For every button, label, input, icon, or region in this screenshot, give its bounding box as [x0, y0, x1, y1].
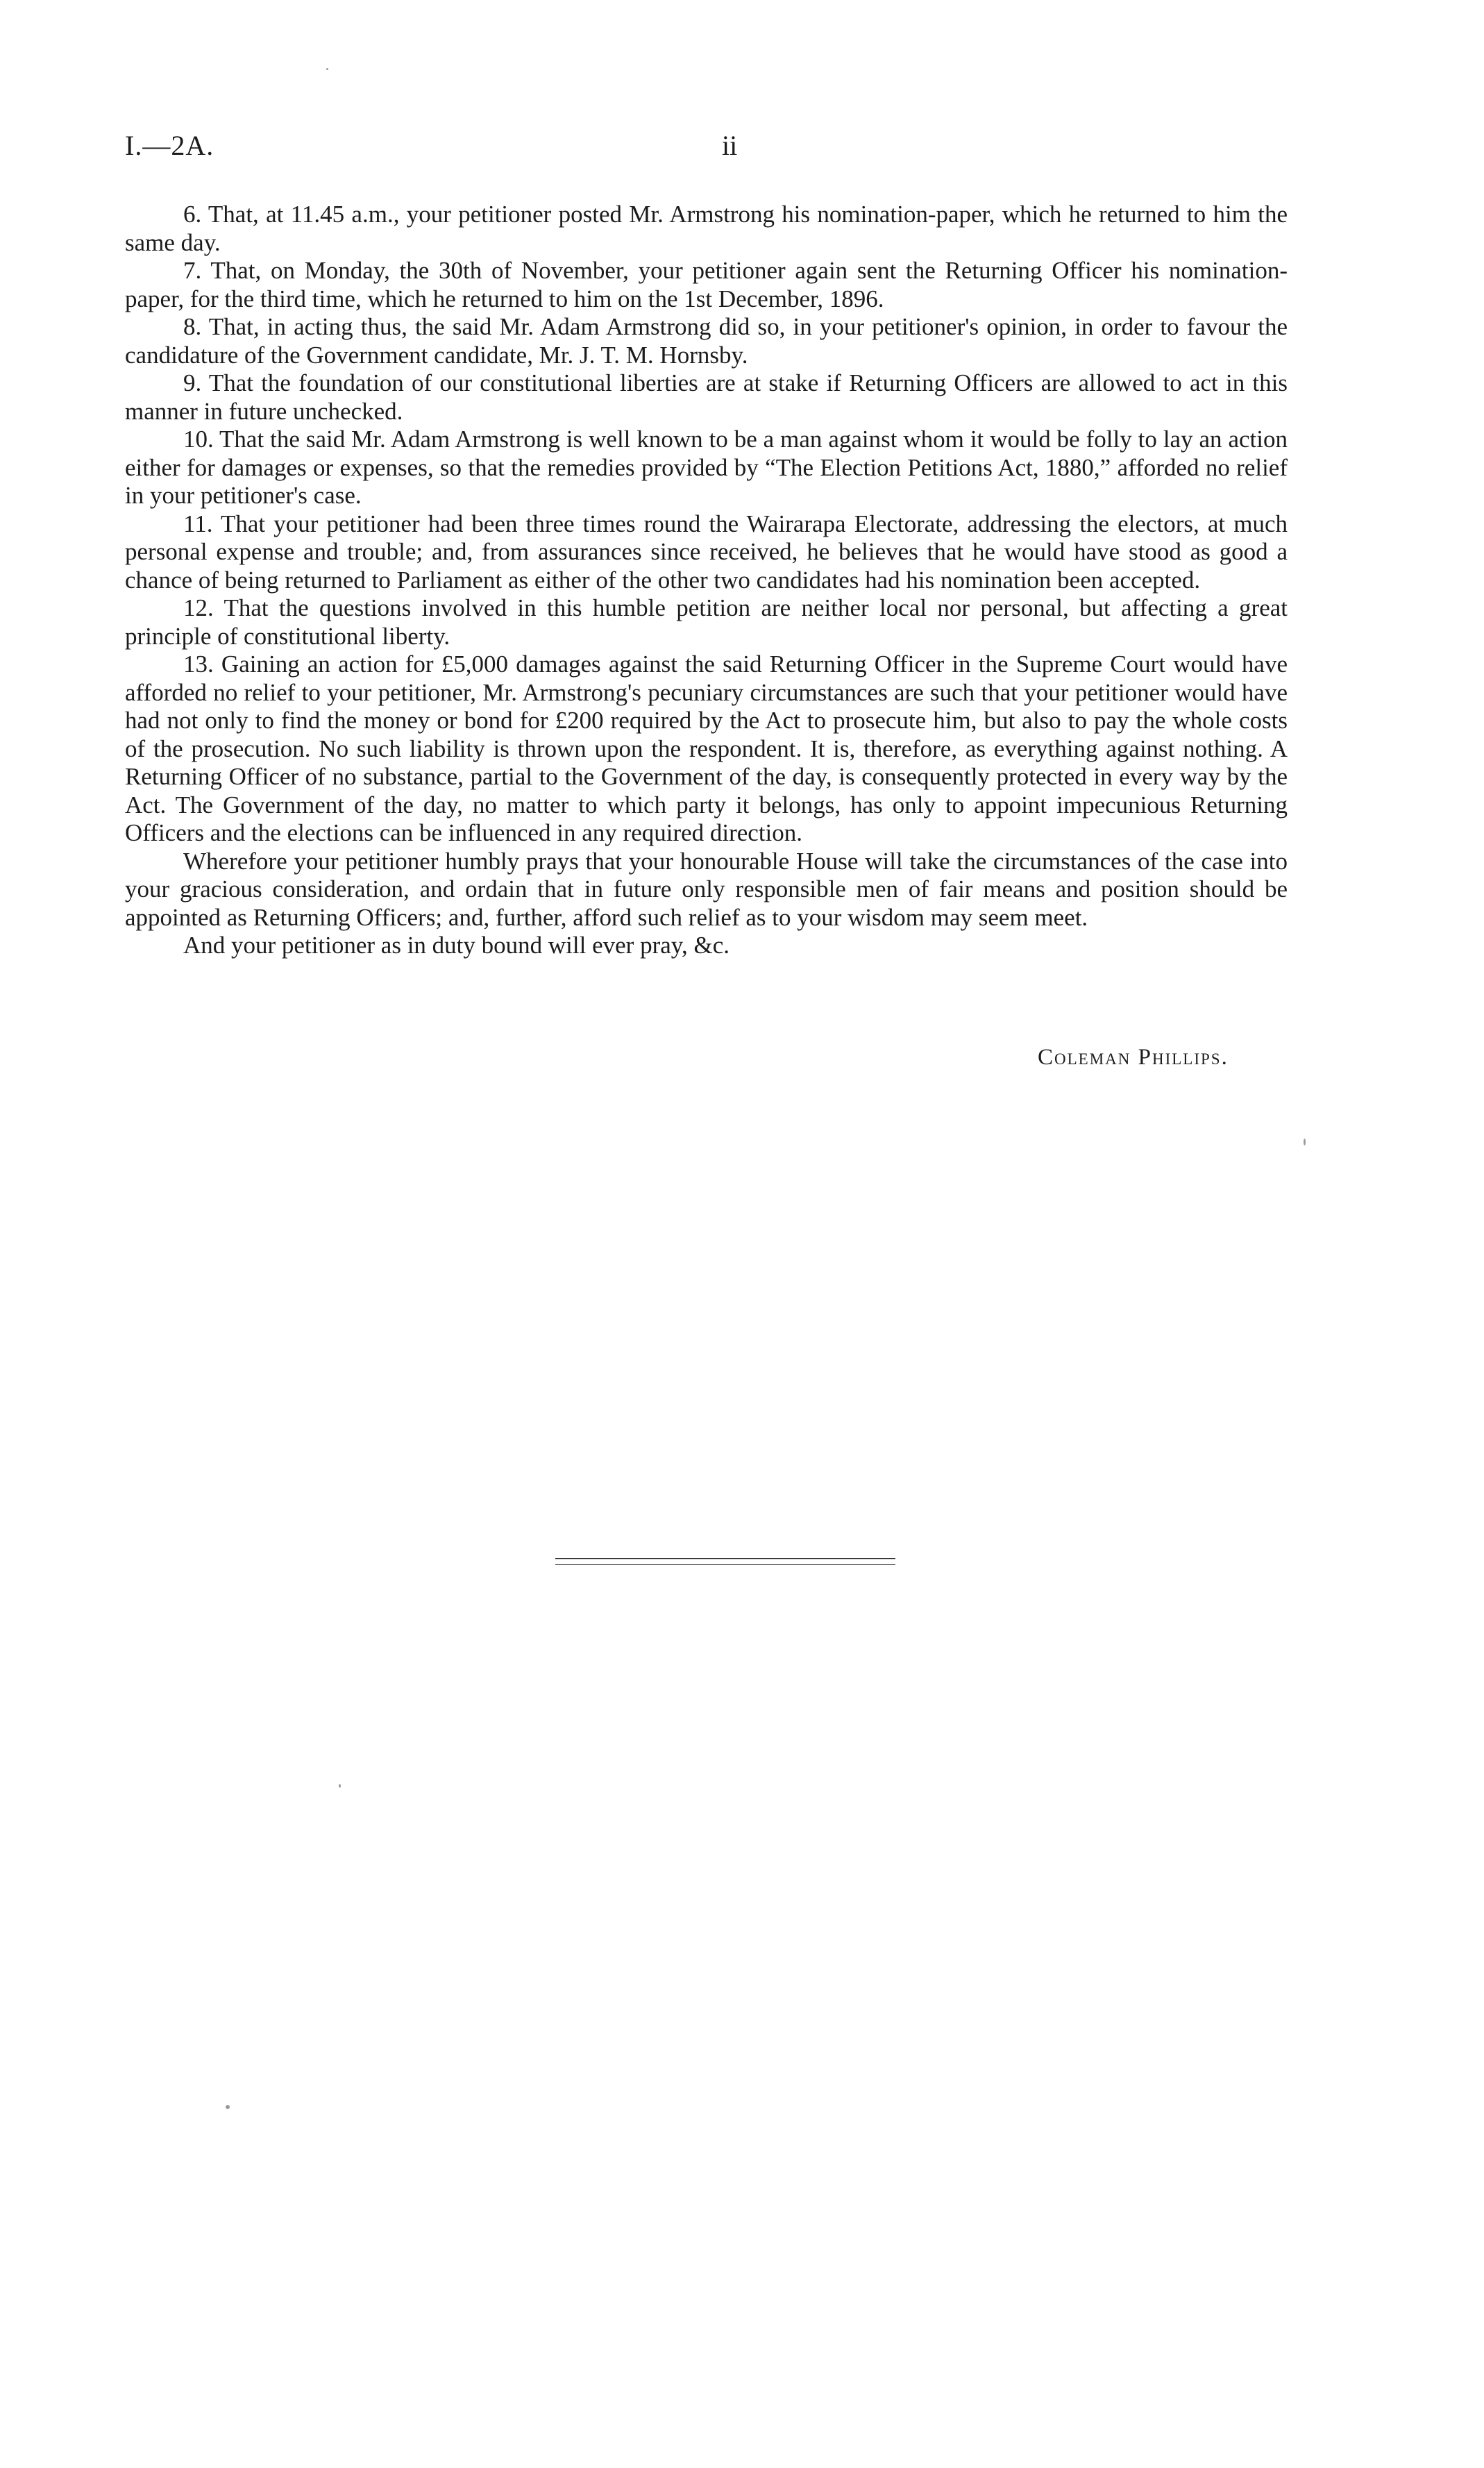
paragraph-10: 10. That the said Mr. Adam Armstrong is well known to be a man against whom it would be folly to lay an action either for damages or expenses, so that the remedies provided by “The Election Petitions Act, 1880,” afforded no relief in your petitioner's case. [125, 426, 1288, 509]
petition-body [125, 201, 1288, 960]
document-reference: I.—2A. [125, 130, 214, 161]
paragraph-9: 9. That the foundation of our constitutional liberties are at stake if Returning Officers are allowed to act in this manner in future unchecked. [125, 369, 1288, 425]
paragraph-7: 7. That, on Monday, the 30th of November, your petitioner again sent the Returning Officer his nomination-paper, for the third time, which he returned to him on the 1st December, 1896. [125, 257, 1288, 312]
paragraph-8: 8. That, in acting thus, the said Mr. Adam Armstrong did so, in your petitioner's opinion, in order to favour the candidature of the Government candidate, Mr. J. T. M. Hornsby. [125, 313, 1288, 369]
rule-line-bottom [555, 1564, 895, 1565]
rule-line-top [555, 1558, 895, 1559]
paragraph-13: 13. Gaining an action for £5,000 damages against the said Returning Officer in the Supreme Court would have afforded no relief to your petitioner, Mr. Armstrong's pecuniary circumstances are such that your petitioner would have had not only to find the money or bond for £200 required by the Act to prosecute him, but also to pay the whole costs of the prosecution. No such liability is thrown upon the respondent. It is, therefore, as everything against nothing. A Returning Officer of no substance, partial to the Government of the day, is consequently protected in every way by the Act. The Government of the day, no matter to which party it belongs, has only to appoint impecunious Returning Officers and the elections can be influenced in any required direction. [125, 650, 1288, 846]
scan-speck [226, 2105, 230, 2109]
signature: Coleman Phillips. [1038, 1045, 1229, 1070]
scan-speck [326, 68, 328, 70]
paragraph-12: 12. That the questions involved in this humble petition are neither local nor personal, but affecting a great principle of constitutional liberty. [125, 594, 1288, 650]
page-number: ii [722, 130, 738, 161]
prayer-paragraph: Wherefore your petitioner humbly prays that your honourable House will take the circumstances of the case into your gracious consideration, and ordain that in future only responsible men of fair means and position should be appointed as Returning Officers; and, further, afford such relief as to your wisdom may seem meet. [125, 847, 1288, 931]
page-header [125, 129, 1288, 171]
paragraph-6: 6. That, at 11.45 a.m., your petitioner posted Mr. Armstrong his nomination-paper, which he returned to him the same day. [125, 201, 1288, 256]
end-rule-divider [555, 1558, 895, 1570]
scan-speck [1304, 1139, 1306, 1145]
paragraph-11: 11. That your petitioner had been three times round the Wairarapa Electorate, addressing the electors, at much personal expense and trouble; and, from assurances since received, he believes that he would have stood as good a chance of being returned to Parliament as either of the other two candidates had his nomination been accepted. [125, 510, 1288, 594]
closing-paragraph: And your petitioner as in duty bound will ever pray, &c. [183, 932, 730, 959]
scan-speck [339, 1784, 341, 1788]
